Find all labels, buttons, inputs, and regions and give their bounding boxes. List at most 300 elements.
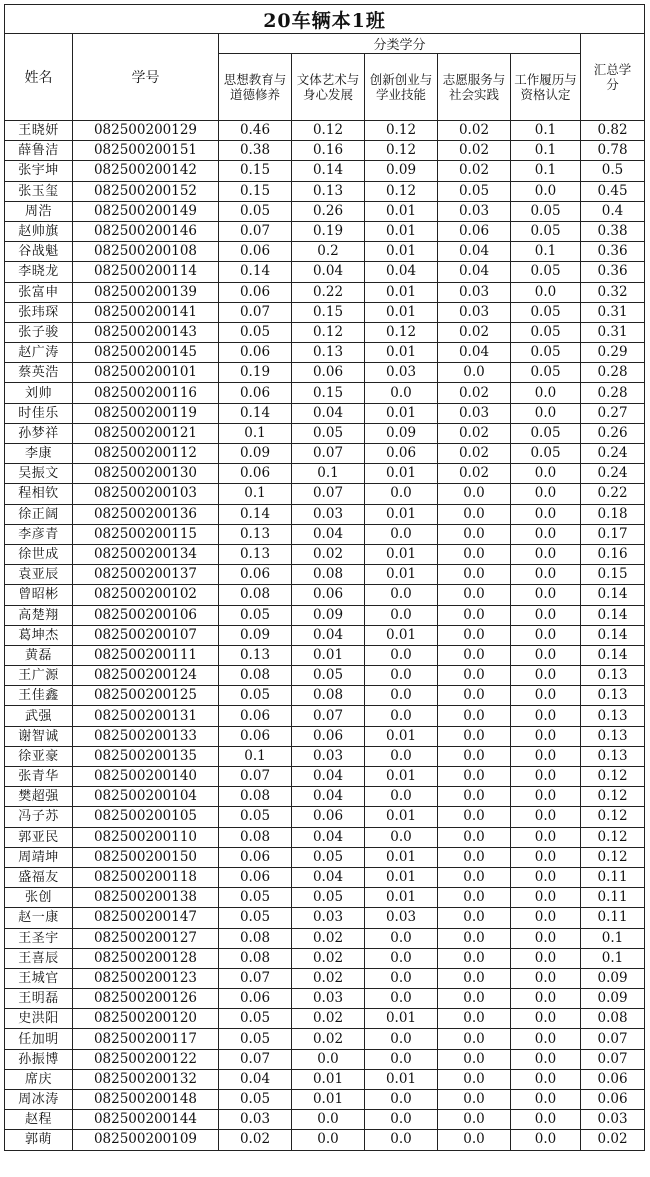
cell-ideology: 0.08 (219, 948, 292, 968)
cell-name: 高楚翔 (5, 605, 73, 625)
cell-total: 0.24 (581, 464, 645, 484)
cell-work-qualification: 0.1 (511, 161, 581, 181)
cell-student-id: 082500200141 (73, 302, 219, 322)
cell-ideology: 0.08 (219, 585, 292, 605)
cell-ideology: 0.15 (219, 181, 292, 201)
cell-name: 王圣宇 (5, 928, 73, 948)
cell-ideology: 0.06 (219, 706, 292, 726)
cell-volunteer: 0.0 (438, 666, 511, 686)
cell-work-qualification: 0.0 (511, 464, 581, 484)
table-row (5, 908, 645, 928)
cell-total: 0.1 (581, 928, 645, 948)
cell-innovation: 0.01 (365, 504, 438, 524)
cell-total: 0.13 (581, 686, 645, 706)
cell-volunteer: 0.04 (438, 242, 511, 262)
cell-arts-sports: 0.02 (292, 948, 365, 968)
cell-volunteer: 0.0 (438, 968, 511, 988)
cell-name: 徐世成 (5, 544, 73, 564)
cell-innovation: 0.0 (365, 666, 438, 686)
cell-volunteer: 0.02 (438, 322, 511, 342)
cell-volunteer: 0.0 (438, 544, 511, 564)
cell-work-qualification: 0.0 (511, 827, 581, 847)
table-row (5, 524, 645, 544)
cell-ideology: 0.09 (219, 444, 292, 464)
table-row (5, 181, 645, 201)
cell-name: 任加明 (5, 1029, 73, 1049)
cell-student-id: 082500200104 (73, 787, 219, 807)
cell-name: 谷战魁 (5, 242, 73, 262)
cell-innovation: 0.01 (365, 1009, 438, 1029)
cell-total: 0.45 (581, 181, 645, 201)
header-total-credits: 汇总学分 (581, 34, 645, 121)
cell-work-qualification: 0.05 (511, 322, 581, 342)
cell-volunteer: 0.0 (438, 585, 511, 605)
header-name: 姓名 (5, 34, 73, 121)
cell-total: 0.24 (581, 444, 645, 464)
cell-name: 刘帅 (5, 383, 73, 403)
cell-name: 黄磊 (5, 645, 73, 665)
cell-name: 王晓妍 (5, 121, 73, 141)
cell-arts-sports: 0.19 (292, 221, 365, 241)
cell-innovation: 0.06 (365, 444, 438, 464)
cell-volunteer: 0.0 (438, 1130, 511, 1150)
cell-total: 0.26 (581, 423, 645, 443)
header-category-ideology: 思想教育与道德修养 (219, 54, 292, 121)
cell-student-id: 082500200128 (73, 948, 219, 968)
cell-innovation: 0.0 (365, 686, 438, 706)
cell-work-qualification: 0.05 (511, 423, 581, 443)
table-row (5, 221, 645, 241)
cell-arts-sports: 0.2 (292, 242, 365, 262)
cell-volunteer: 0.0 (438, 827, 511, 847)
cell-work-qualification: 0.05 (511, 343, 581, 363)
cell-total: 0.12 (581, 767, 645, 787)
cell-student-id: 082500200143 (73, 322, 219, 342)
cell-arts-sports: 0.04 (292, 787, 365, 807)
cell-student-id: 082500200150 (73, 847, 219, 867)
cell-ideology: 0.1 (219, 746, 292, 766)
table-row (5, 121, 645, 141)
cell-arts-sports: 0.01 (292, 1090, 365, 1110)
table-row (5, 847, 645, 867)
cell-arts-sports: 0.22 (292, 282, 365, 302)
cell-volunteer: 0.0 (438, 1049, 511, 1069)
cell-volunteer: 0.02 (438, 423, 511, 443)
cell-ideology: 0.06 (219, 726, 292, 746)
cell-work-qualification: 0.0 (511, 867, 581, 887)
cell-volunteer: 0.0 (438, 1069, 511, 1089)
cell-arts-sports: 0.07 (292, 484, 365, 504)
cell-name: 谢智诚 (5, 726, 73, 746)
cell-volunteer: 0.0 (438, 565, 511, 585)
cell-total: 0.36 (581, 262, 645, 282)
cell-arts-sports: 0.14 (292, 161, 365, 181)
cell-volunteer: 0.03 (438, 403, 511, 423)
cell-arts-sports: 0.03 (292, 989, 365, 1009)
cell-ideology: 0.1 (219, 484, 292, 504)
table-row (5, 867, 645, 887)
cell-student-id: 082500200127 (73, 928, 219, 948)
table-row (5, 726, 645, 746)
cell-innovation: 0.01 (365, 343, 438, 363)
cell-volunteer: 0.0 (438, 807, 511, 827)
cell-ideology: 0.05 (219, 1090, 292, 1110)
cell-arts-sports: 0.15 (292, 383, 365, 403)
cell-total: 0.13 (581, 746, 645, 766)
cell-work-qualification: 0.0 (511, 1009, 581, 1029)
cell-name: 李晓龙 (5, 262, 73, 282)
cell-work-qualification: 0.0 (511, 746, 581, 766)
cell-arts-sports: 0.05 (292, 666, 365, 686)
cell-volunteer: 0.02 (438, 141, 511, 161)
cell-volunteer: 0.02 (438, 161, 511, 181)
cell-name: 盛福友 (5, 867, 73, 887)
cell-innovation: 0.01 (365, 201, 438, 221)
cell-name: 张子骏 (5, 322, 73, 342)
cell-student-id: 082500200119 (73, 403, 219, 423)
cell-work-qualification: 0.0 (511, 666, 581, 686)
cell-student-id: 082500200145 (73, 343, 219, 363)
cell-ideology: 0.07 (219, 221, 292, 241)
cell-student-id: 082500200106 (73, 605, 219, 625)
cell-student-id: 082500200101 (73, 363, 219, 383)
cell-total: 0.1 (581, 948, 645, 968)
cell-total: 0.03 (581, 1110, 645, 1130)
table-row (5, 1130, 645, 1150)
table-row (5, 1069, 645, 1089)
cell-total: 0.15 (581, 565, 645, 585)
header-category-volunteer: 志愿服务与社会实践 (438, 54, 511, 121)
cell-arts-sports: 0.07 (292, 706, 365, 726)
cell-innovation: 0.0 (365, 827, 438, 847)
cell-innovation: 0.01 (365, 807, 438, 827)
cell-ideology: 0.07 (219, 1049, 292, 1069)
cell-name: 席庆 (5, 1069, 73, 1089)
cell-innovation: 0.12 (365, 181, 438, 201)
table-row (5, 746, 645, 766)
cell-student-id: 082500200122 (73, 1049, 219, 1069)
header-category-innovation: 创新创业与学业技能 (365, 54, 438, 121)
cell-student-id: 082500200105 (73, 807, 219, 827)
cell-total: 0.06 (581, 1090, 645, 1110)
table-row (5, 1049, 645, 1069)
table-row (5, 363, 645, 383)
cell-name: 张青华 (5, 767, 73, 787)
cell-ideology: 0.02 (219, 1130, 292, 1150)
cell-innovation: 0.0 (365, 524, 438, 544)
cell-student-id: 082500200117 (73, 1029, 219, 1049)
cell-ideology: 0.03 (219, 1110, 292, 1130)
cell-work-qualification: 0.0 (511, 544, 581, 564)
cell-name: 赵帅旗 (5, 221, 73, 241)
table-row (5, 484, 645, 504)
cell-student-id: 082500200118 (73, 867, 219, 887)
cell-ideology: 0.14 (219, 504, 292, 524)
cell-innovation: 0.01 (365, 302, 438, 322)
cell-student-id: 082500200138 (73, 888, 219, 908)
cell-work-qualification: 0.0 (511, 625, 581, 645)
cell-student-id: 082500200123 (73, 968, 219, 988)
cell-student-id: 082500200140 (73, 767, 219, 787)
cell-innovation: 0.01 (365, 565, 438, 585)
cell-total: 0.12 (581, 847, 645, 867)
cell-total: 0.38 (581, 221, 645, 241)
cell-arts-sports: 0.07 (292, 444, 365, 464)
cell-name: 郭萌 (5, 1130, 73, 1150)
cell-innovation: 0.0 (365, 605, 438, 625)
cell-volunteer: 0.0 (438, 1029, 511, 1049)
cell-arts-sports: 0.01 (292, 645, 365, 665)
header-category-group: 分类学分 (219, 34, 581, 54)
cell-innovation: 0.0 (365, 383, 438, 403)
cell-volunteer: 0.02 (438, 121, 511, 141)
cell-arts-sports: 0.03 (292, 504, 365, 524)
cell-innovation: 0.01 (365, 282, 438, 302)
credit-table (4, 4, 645, 1151)
table-row (5, 444, 645, 464)
cell-total: 0.31 (581, 302, 645, 322)
cell-total: 0.17 (581, 524, 645, 544)
cell-student-id: 082500200137 (73, 565, 219, 585)
cell-name: 武强 (5, 706, 73, 726)
cell-arts-sports: 0.1 (292, 464, 365, 484)
cell-name: 张玉玺 (5, 181, 73, 201)
cell-total: 0.13 (581, 726, 645, 746)
cell-innovation: 0.0 (365, 989, 438, 1009)
cell-total: 0.14 (581, 645, 645, 665)
cell-arts-sports: 0.02 (292, 968, 365, 988)
cell-work-qualification: 0.0 (511, 524, 581, 544)
cell-volunteer: 0.0 (438, 867, 511, 887)
cell-student-id: 082500200148 (73, 1090, 219, 1110)
cell-innovation: 0.03 (365, 363, 438, 383)
cell-name: 葛坤杰 (5, 625, 73, 645)
cell-total: 0.29 (581, 343, 645, 363)
cell-ideology: 0.05 (219, 605, 292, 625)
cell-total: 0.5 (581, 161, 645, 181)
cell-volunteer: 0.0 (438, 746, 511, 766)
cell-name: 樊超强 (5, 787, 73, 807)
table-body (5, 121, 645, 1151)
cell-arts-sports: 0.04 (292, 625, 365, 645)
cell-work-qualification: 0.05 (511, 363, 581, 383)
cell-total: 0.14 (581, 605, 645, 625)
cell-student-id: 082500200149 (73, 201, 219, 221)
cell-innovation: 0.0 (365, 787, 438, 807)
table-row (5, 948, 645, 968)
cell-arts-sports: 0.04 (292, 262, 365, 282)
cell-innovation: 0.01 (365, 867, 438, 887)
cell-work-qualification: 0.0 (511, 989, 581, 1009)
cell-innovation: 0.12 (365, 121, 438, 141)
cell-volunteer: 0.0 (438, 767, 511, 787)
cell-name: 周冰涛 (5, 1090, 73, 1110)
cell-arts-sports: 0.04 (292, 767, 365, 787)
cell-work-qualification: 0.0 (511, 908, 581, 928)
cell-arts-sports: 0.04 (292, 827, 365, 847)
cell-total: 0.09 (581, 989, 645, 1009)
cell-volunteer: 0.0 (438, 948, 511, 968)
cell-volunteer: 0.0 (438, 1110, 511, 1130)
table-row (5, 1029, 645, 1049)
cell-volunteer: 0.0 (438, 484, 511, 504)
table-row (5, 302, 645, 322)
cell-volunteer: 0.0 (438, 888, 511, 908)
cell-arts-sports: 0.0 (292, 1130, 365, 1150)
cell-name: 孙梦祥 (5, 423, 73, 443)
cell-student-id: 082500200136 (73, 504, 219, 524)
table-row (5, 585, 645, 605)
cell-arts-sports: 0.02 (292, 1029, 365, 1049)
cell-ideology: 0.06 (219, 464, 292, 484)
cell-work-qualification: 0.05 (511, 444, 581, 464)
cell-arts-sports: 0.03 (292, 908, 365, 928)
cell-name: 王城官 (5, 968, 73, 988)
cell-student-id: 082500200132 (73, 1069, 219, 1089)
cell-total: 0.13 (581, 706, 645, 726)
cell-name: 吴振文 (5, 464, 73, 484)
cell-work-qualification: 0.0 (511, 282, 581, 302)
cell-total: 0.22 (581, 484, 645, 504)
cell-innovation: 0.01 (365, 726, 438, 746)
cell-total: 0.78 (581, 141, 645, 161)
cell-name: 时佳乐 (5, 403, 73, 423)
table-row (5, 1090, 645, 1110)
cell-arts-sports: 0.02 (292, 928, 365, 948)
cell-student-id: 082500200109 (73, 1130, 219, 1150)
table-row (5, 141, 645, 161)
cell-work-qualification: 0.0 (511, 181, 581, 201)
table-row (5, 322, 645, 342)
cell-volunteer: 0.03 (438, 302, 511, 322)
cell-name: 张玮琛 (5, 302, 73, 322)
cell-ideology: 0.13 (219, 645, 292, 665)
cell-ideology: 0.07 (219, 767, 292, 787)
cell-ideology: 0.05 (219, 686, 292, 706)
table-row (5, 1009, 645, 1029)
cell-work-qualification: 0.0 (511, 948, 581, 968)
cell-arts-sports: 0.04 (292, 524, 365, 544)
cell-total: 0.02 (581, 1130, 645, 1150)
cell-arts-sports: 0.15 (292, 302, 365, 322)
cell-volunteer: 0.0 (438, 1090, 511, 1110)
cell-innovation: 0.01 (365, 242, 438, 262)
cell-name: 李彦青 (5, 524, 73, 544)
cell-ideology: 0.08 (219, 666, 292, 686)
table-row (5, 383, 645, 403)
cell-name: 王广源 (5, 666, 73, 686)
cell-work-qualification: 0.0 (511, 605, 581, 625)
cell-arts-sports: 0.16 (292, 141, 365, 161)
cell-volunteer: 0.04 (438, 343, 511, 363)
cell-volunteer: 0.0 (438, 847, 511, 867)
cell-innovation: 0.0 (365, 928, 438, 948)
cell-student-id: 082500200111 (73, 645, 219, 665)
cell-volunteer: 0.0 (438, 726, 511, 746)
cell-student-id: 082500200103 (73, 484, 219, 504)
cell-volunteer: 0.05 (438, 181, 511, 201)
cell-name: 王喜辰 (5, 948, 73, 968)
cell-innovation: 0.0 (365, 948, 438, 968)
cell-work-qualification: 0.0 (511, 383, 581, 403)
cell-volunteer: 0.0 (438, 1009, 511, 1029)
cell-name: 张创 (5, 888, 73, 908)
cell-total: 0.07 (581, 1049, 645, 1069)
cell-innovation: 0.03 (365, 908, 438, 928)
cell-volunteer: 0.0 (438, 524, 511, 544)
cell-volunteer: 0.02 (438, 383, 511, 403)
cell-innovation: 0.0 (365, 1090, 438, 1110)
cell-student-id: 082500200131 (73, 706, 219, 726)
cell-innovation: 0.01 (365, 888, 438, 908)
cell-innovation: 0.01 (365, 625, 438, 645)
cell-arts-sports: 0.0 (292, 1049, 365, 1069)
table-row (5, 161, 645, 181)
cell-work-qualification: 0.0 (511, 403, 581, 423)
cell-ideology: 0.08 (219, 827, 292, 847)
cell-work-qualification: 0.0 (511, 1029, 581, 1049)
table-row (5, 645, 645, 665)
cell-name: 薛鲁洁 (5, 141, 73, 161)
cell-ideology: 0.05 (219, 1009, 292, 1029)
cell-volunteer: 0.06 (438, 221, 511, 241)
cell-total: 0.12 (581, 807, 645, 827)
cell-work-qualification: 0.0 (511, 1069, 581, 1089)
cell-student-id: 082500200121 (73, 423, 219, 443)
cell-name: 赵程 (5, 1110, 73, 1130)
cell-innovation: 0.01 (365, 544, 438, 564)
cell-work-qualification: 0.0 (511, 928, 581, 948)
cell-name: 曾昭彬 (5, 585, 73, 605)
cell-student-id: 082500200135 (73, 746, 219, 766)
cell-volunteer: 0.0 (438, 363, 511, 383)
table-row (5, 565, 645, 585)
table-row (5, 464, 645, 484)
cell-innovation: 0.01 (365, 403, 438, 423)
cell-total: 0.11 (581, 867, 645, 887)
cell-arts-sports: 0.04 (292, 403, 365, 423)
cell-innovation: 0.0 (365, 706, 438, 726)
table-row (5, 343, 645, 363)
cell-name: 王明磊 (5, 989, 73, 1009)
cell-work-qualification: 0.0 (511, 968, 581, 988)
cell-innovation: 0.0 (365, 1029, 438, 1049)
table-row (5, 706, 645, 726)
cell-student-id: 082500200130 (73, 464, 219, 484)
cell-ideology: 0.06 (219, 565, 292, 585)
cell-work-qualification: 0.0 (511, 1130, 581, 1150)
cell-name: 史洪阳 (5, 1009, 73, 1029)
cell-ideology: 0.05 (219, 908, 292, 928)
cell-innovation: 0.01 (365, 221, 438, 241)
cell-name: 周浩 (5, 201, 73, 221)
cell-ideology: 0.14 (219, 403, 292, 423)
cell-name: 程相钦 (5, 484, 73, 504)
cell-student-id: 082500200107 (73, 625, 219, 645)
cell-student-id: 082500200133 (73, 726, 219, 746)
cell-arts-sports: 0.03 (292, 746, 365, 766)
table-row (5, 605, 645, 625)
cell-total: 0.27 (581, 403, 645, 423)
table-row (5, 544, 645, 564)
cell-total: 0.28 (581, 383, 645, 403)
cell-name: 王佳鑫 (5, 686, 73, 706)
cell-ideology: 0.05 (219, 201, 292, 221)
cell-innovation: 0.12 (365, 141, 438, 161)
cell-name: 孙振博 (5, 1049, 73, 1069)
table-row (5, 201, 645, 221)
cell-volunteer: 0.03 (438, 201, 511, 221)
